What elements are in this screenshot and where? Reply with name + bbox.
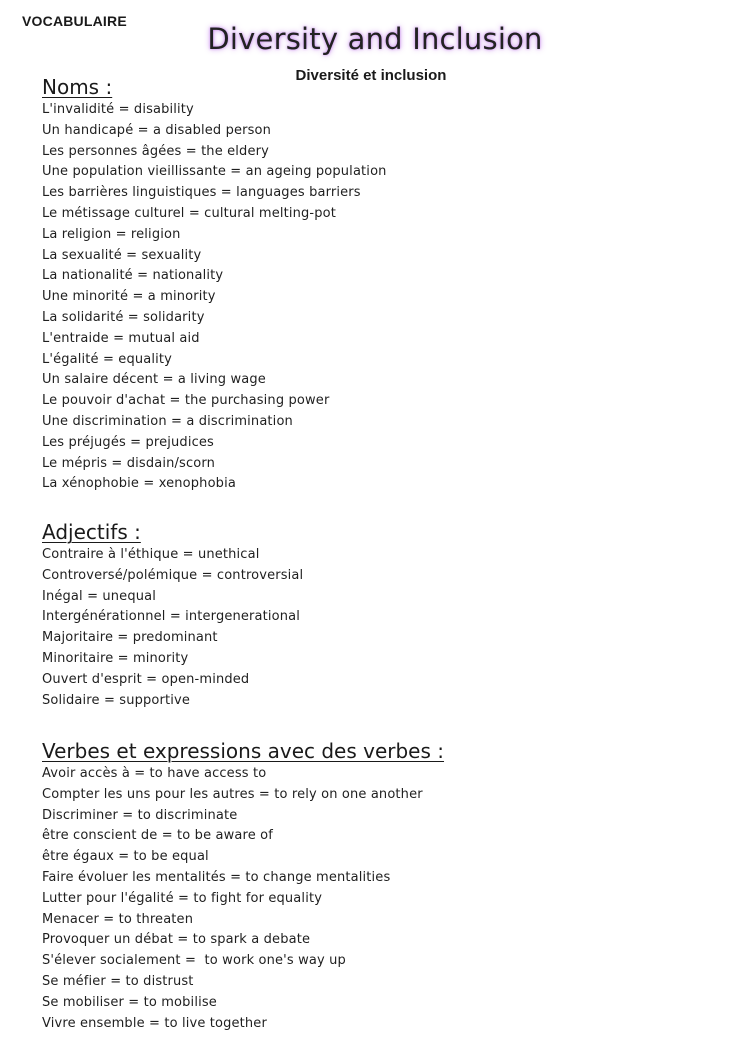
page-subtitle: Diversité et inclusion	[295, 67, 447, 84]
vocab-item: La xénophobie = xenophobia	[42, 476, 236, 492]
vocab-item: Se méfier = to distrust	[42, 973, 194, 989]
section-verbes	[42, 738, 722, 1034]
vocab-item: Les personnes âgées = the eldery	[42, 143, 269, 159]
vocab-item: Les barrières linguistiques = languages barriers	[42, 185, 361, 201]
vocab-item: S'élever socialement = to work one's way up	[42, 953, 346, 969]
vocab-item: Lutter pour l'égalité = to fight for equality	[42, 890, 323, 906]
section-adjectifs	[42, 519, 722, 711]
vocab-item: L'égalité = equality	[42, 351, 172, 367]
vocab-item: Une discrimination = a discrimination	[42, 413, 293, 429]
vocab-item: Minoritaire = minority	[42, 650, 189, 666]
vocab-item: Intergénérationnel = intergenerational	[42, 609, 301, 625]
section-noms	[42, 74, 722, 495]
vocab-item: Provoquer un débat = to spark a debate	[42, 932, 311, 948]
vocab-item: Une minorité = a minority	[42, 289, 216, 305]
vocab-item: Le métissage culturel = cultural melting-pot	[42, 205, 337, 221]
vocab-item: La sexualité = sexuality	[42, 247, 202, 263]
vocab-list-adjectifs	[42, 545, 722, 711]
vocab-item: Ouvert d'esprit = open-minded	[42, 671, 250, 687]
vocab-item: Inégal = unequal	[42, 588, 157, 604]
vocab-item: La religion = religion	[42, 226, 181, 242]
vocab-list-verbes	[42, 764, 722, 1034]
vocab-item: Contraire à l'éthique = unethical	[42, 547, 260, 562]
vocab-item: Un salaire décent = a living wage	[42, 372, 266, 388]
vocab-item: Le pouvoir d'achat = the purchasing power	[42, 393, 330, 409]
vocab-item: Vivre ensemble = to live together	[42, 1015, 267, 1031]
page-title: Diversity and Inclusion	[207, 22, 543, 56]
vocab-item: Avoir accès à = to have access to	[42, 766, 267, 781]
vocab-item: Une population vieillissante = an ageing population	[42, 164, 387, 180]
section-heading-verbes: Verbes et expressions avec des verbes :	[42, 739, 445, 763]
vocab-item: Les préjugés = prejudices	[42, 434, 214, 450]
vocab-item: être conscient de = to be aware of	[42, 828, 273, 844]
vocab-item: Majoritaire = predominant	[42, 630, 218, 646]
vocab-item: être égaux = to be equal	[42, 849, 209, 865]
vocab-item: L'entraide = mutual aid	[42, 330, 200, 346]
section-heading-noms: Noms :	[42, 75, 113, 99]
vocab-item: Se mobiliser = to mobilise	[42, 994, 217, 1010]
vocab-item: Un handicapé = a disabled person	[42, 122, 272, 138]
vocab-item: L'invalidité = disability	[42, 102, 194, 117]
section-heading-adjectifs: Adjectifs :	[42, 520, 141, 544]
vocab-item: La solidarité = solidarity	[42, 309, 205, 325]
vocab-item: Controversé/polémique = controversial	[42, 567, 304, 583]
vocab-item: Le mépris = disdain/scorn	[42, 455, 216, 471]
vocab-item: Compter les uns pour les autres = to rely on one another	[42, 786, 423, 802]
vocab-item: Faire évoluer les mentalités = to change mentalities	[42, 869, 391, 885]
vocab-item: Discriminer = to discriminate	[42, 807, 238, 823]
vocab-list-noms	[42, 100, 722, 495]
vocab-item: Menacer = to threaten	[42, 911, 194, 927]
document-label: VOCABULAIRE	[22, 13, 127, 29]
vocab-item: Solidaire = supportive	[42, 692, 190, 708]
vocab-item: La nationalité = nationality	[42, 268, 224, 284]
